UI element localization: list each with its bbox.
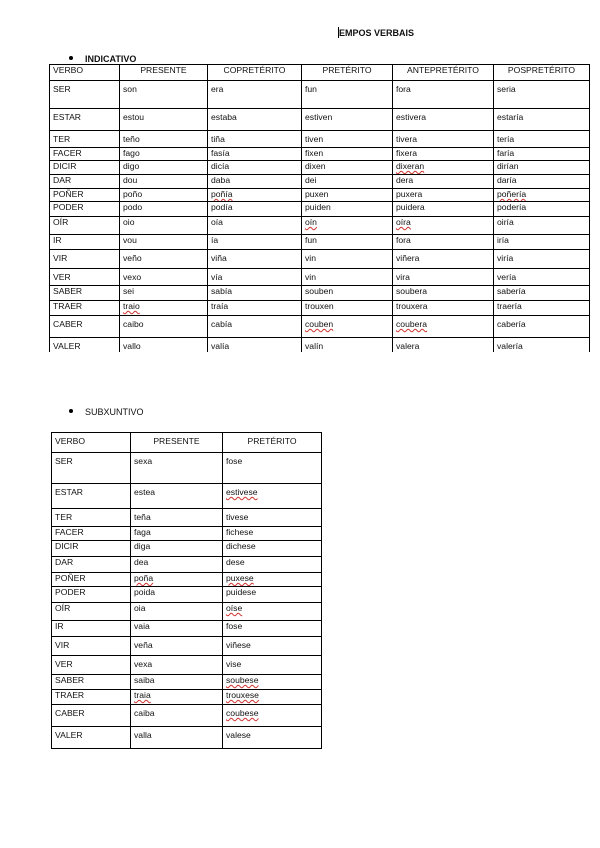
table-cell: iría [494, 235, 590, 250]
table-cell: CABER [50, 316, 120, 338]
table-cell: TER [50, 131, 120, 148]
table-cell: SABER [50, 286, 120, 301]
table-cell: vin [302, 269, 393, 286]
table-row [50, 161, 590, 175]
table-row [52, 509, 322, 527]
table-cell: valía [208, 338, 302, 352]
table-row [50, 235, 590, 250]
table-cell: vira [393, 269, 494, 286]
table-cell: fichese [223, 527, 322, 541]
table-cell: FACER [52, 527, 131, 541]
table-row [52, 675, 322, 690]
table-row [50, 131, 590, 148]
table-cell: valería [494, 338, 590, 352]
table-cell: vou [120, 235, 208, 250]
table-cell: coubese [223, 705, 322, 727]
table-row [52, 727, 322, 749]
table-cell: traio [120, 301, 208, 316]
table-row [50, 250, 590, 269]
table-cell: son [120, 81, 208, 109]
section-heading-indicativo: INDICATIVO [69, 54, 136, 64]
table-cell: VALER [52, 727, 131, 749]
table-row [52, 541, 322, 557]
table-cell: sabería [494, 286, 590, 301]
table-cell: viñera [393, 250, 494, 269]
table-cell: PODER [50, 202, 120, 217]
table-cell: VER [52, 656, 131, 675]
table-cell: vallo [120, 338, 208, 352]
table-cell: oiría [494, 217, 590, 235]
table-cell: veño [120, 250, 208, 269]
table-cell: vaia [131, 621, 223, 637]
table-cell: teño [120, 131, 208, 148]
table-cell: VIR [50, 250, 120, 269]
table-cell: OÍR [50, 217, 120, 235]
table-cell: oíra [393, 217, 494, 235]
column-header: VERBO [50, 65, 120, 81]
table-cell: ESTAR [52, 484, 131, 509]
table-cell: vía [208, 269, 302, 286]
table-cell: fora [393, 235, 494, 250]
table-cell: diga [131, 541, 223, 557]
table-row [50, 189, 590, 202]
table-cell: poña [131, 573, 223, 587]
table-cell: DICIR [52, 541, 131, 557]
table-cell: sabía [208, 286, 302, 301]
table-cell: daría [494, 175, 590, 189]
table-cell: IR [50, 235, 120, 250]
table-cell: poño [120, 189, 208, 202]
table-cell: dichese [223, 541, 322, 557]
table-cell: ía [208, 235, 302, 250]
table-cell: veña [131, 637, 223, 656]
table-cell: ESTAR [50, 109, 120, 131]
table-cell: soubese [223, 675, 322, 690]
table-cell: fose [223, 621, 322, 637]
table-cell: puxese [223, 573, 322, 587]
table-cell: POÑER [52, 573, 131, 587]
table-cell: dou [120, 175, 208, 189]
table-cell: cabía [208, 316, 302, 338]
table-row [50, 148, 590, 161]
table-cell: estiven [302, 109, 393, 131]
table-cell: oía [208, 217, 302, 235]
table-row [52, 621, 322, 637]
table-cell: estivera [393, 109, 494, 131]
table-cell: caibo [120, 316, 208, 338]
table-cell: poida [131, 587, 223, 603]
table-cell: puidese [223, 587, 322, 603]
indicativo-table [49, 64, 590, 352]
table-cell: dixen [302, 161, 393, 175]
table-cell: puxera [393, 189, 494, 202]
bullet-icon [69, 56, 73, 60]
table-cell: podo [120, 202, 208, 217]
table-cell: POÑER [50, 189, 120, 202]
table-cell: estivese [223, 484, 322, 509]
column-header: PRESENTE [131, 433, 223, 453]
section-heading-subxuntivo: SUBXUNTIVO [69, 407, 144, 417]
table-row [50, 175, 590, 189]
table-cell: VIR [52, 637, 131, 656]
table-cell: souben [302, 286, 393, 301]
table-cell: dixeran [393, 161, 494, 175]
table-cell: SER [50, 81, 120, 109]
table-cell: vexo [120, 269, 208, 286]
table-row [50, 81, 590, 109]
table-cell: dese [223, 557, 322, 573]
column-header: VERBO [52, 433, 131, 453]
table-cell: dei [302, 175, 393, 189]
table-cell: teña [131, 509, 223, 527]
table-row [52, 527, 322, 541]
table-cell: viría [494, 250, 590, 269]
table-cell: couben [302, 316, 393, 338]
table-cell: sexa [131, 453, 223, 484]
table-cell: caiba [131, 705, 223, 727]
bullet-icon [69, 409, 73, 413]
column-header: ANTEPRETÉRITO [393, 65, 494, 81]
table-cell: oíse [223, 603, 322, 621]
table-row [52, 637, 322, 656]
table-cell: vise [223, 656, 322, 675]
table-row [52, 690, 322, 705]
table-cell: trouxese [223, 690, 322, 705]
table-cell: FACER [50, 148, 120, 161]
column-header: PRETÉRITO [223, 433, 322, 453]
table-cell: viña [208, 250, 302, 269]
table-cell: fasía [208, 148, 302, 161]
table-row [50, 269, 590, 286]
table-cell: soubera [393, 286, 494, 301]
table-cell: fora [393, 81, 494, 109]
document-title: EMPOS VERBAIS [339, 28, 415, 38]
table-cell: fose [223, 453, 322, 484]
column-header: POSPRETÉRITO [494, 65, 590, 81]
table-header-row [52, 433, 322, 453]
table-cell: estaría [494, 109, 590, 131]
table-cell: traería [494, 301, 590, 316]
table-cell: VALER [50, 338, 120, 352]
table-cell: fun [302, 235, 393, 250]
table-cell: oín [302, 217, 393, 235]
table-cell: cabería [494, 316, 590, 338]
table-cell: IR [52, 621, 131, 637]
table-cell: dea [131, 557, 223, 573]
table-cell: digo [120, 161, 208, 175]
table-cell: era [208, 81, 302, 109]
column-header: PRESENTE [120, 65, 208, 81]
table-cell: faga [131, 527, 223, 541]
table-cell: estaba [208, 109, 302, 131]
table-row [52, 557, 322, 573]
table-cell: tivera [393, 131, 494, 148]
table-cell: TRAER [52, 690, 131, 705]
table-cell: oia [131, 603, 223, 621]
table-cell: oio [120, 217, 208, 235]
table-header-row [50, 65, 590, 81]
column-header: PRETÉRITO [302, 65, 393, 81]
table-cell: TRAER [50, 301, 120, 316]
table-cell: puidera [393, 202, 494, 217]
table-cell: viñese [223, 637, 322, 656]
table-cell: SABER [52, 675, 131, 690]
table-cell: dera [393, 175, 494, 189]
table-cell: PODER [52, 587, 131, 603]
table-cell: seria [494, 81, 590, 109]
table-row [50, 109, 590, 131]
table-cell: vería [494, 269, 590, 286]
table-cell: valla [131, 727, 223, 749]
table-cell: trouxera [393, 301, 494, 316]
table-cell: podía [208, 202, 302, 217]
table-cell: daba [208, 175, 302, 189]
table-row [52, 587, 322, 603]
table-row [50, 217, 590, 235]
table-cell: poñía [208, 189, 302, 202]
table-cell: saiba [131, 675, 223, 690]
table-cell: estou [120, 109, 208, 131]
table-cell: DAR [52, 557, 131, 573]
table-cell: traia [131, 690, 223, 705]
table-row [50, 338, 590, 352]
table-row [52, 453, 322, 484]
table-cell: tiven [302, 131, 393, 148]
table-cell: estea [131, 484, 223, 509]
table-row [52, 484, 322, 509]
table-row [50, 316, 590, 338]
table-cell: fun [302, 81, 393, 109]
subxuntivo-table [51, 432, 322, 749]
table-cell: fago [120, 148, 208, 161]
table-row [52, 705, 322, 727]
table-cell: dirían [494, 161, 590, 175]
table-row [52, 603, 322, 621]
table-cell: valín [302, 338, 393, 352]
table-cell: SER [52, 453, 131, 484]
table-cell: tería [494, 131, 590, 148]
table-cell: tivese [223, 509, 322, 527]
table-cell: faría [494, 148, 590, 161]
table-cell: valese [223, 727, 322, 749]
table-cell: OÍR [52, 603, 131, 621]
table-cell: TER [52, 509, 131, 527]
table-cell: DICIR [50, 161, 120, 175]
table-cell: sei [120, 286, 208, 301]
table-cell: puiden [302, 202, 393, 217]
table-cell: fixen [302, 148, 393, 161]
table-cell: valera [393, 338, 494, 352]
table-cell: vexa [131, 656, 223, 675]
table-row [50, 286, 590, 301]
table-row [50, 301, 590, 316]
table-row [52, 656, 322, 675]
table-cell: coubera [393, 316, 494, 338]
table-row [50, 202, 590, 217]
table-cell: dicía [208, 161, 302, 175]
table-cell: vin [302, 250, 393, 269]
table-cell: trouxen [302, 301, 393, 316]
table-cell: VER [50, 269, 120, 286]
table-cell: DAR [50, 175, 120, 189]
table-cell: CABER [52, 705, 131, 727]
table-cell: tiña [208, 131, 302, 148]
table-cell: podería [494, 202, 590, 217]
column-header: COPRETÉRITO [208, 65, 302, 81]
table-row [52, 573, 322, 587]
table-cell: puxen [302, 189, 393, 202]
table-cell: poñería [494, 189, 590, 202]
table-cell: fixera [393, 148, 494, 161]
table-cell: traía [208, 301, 302, 316]
